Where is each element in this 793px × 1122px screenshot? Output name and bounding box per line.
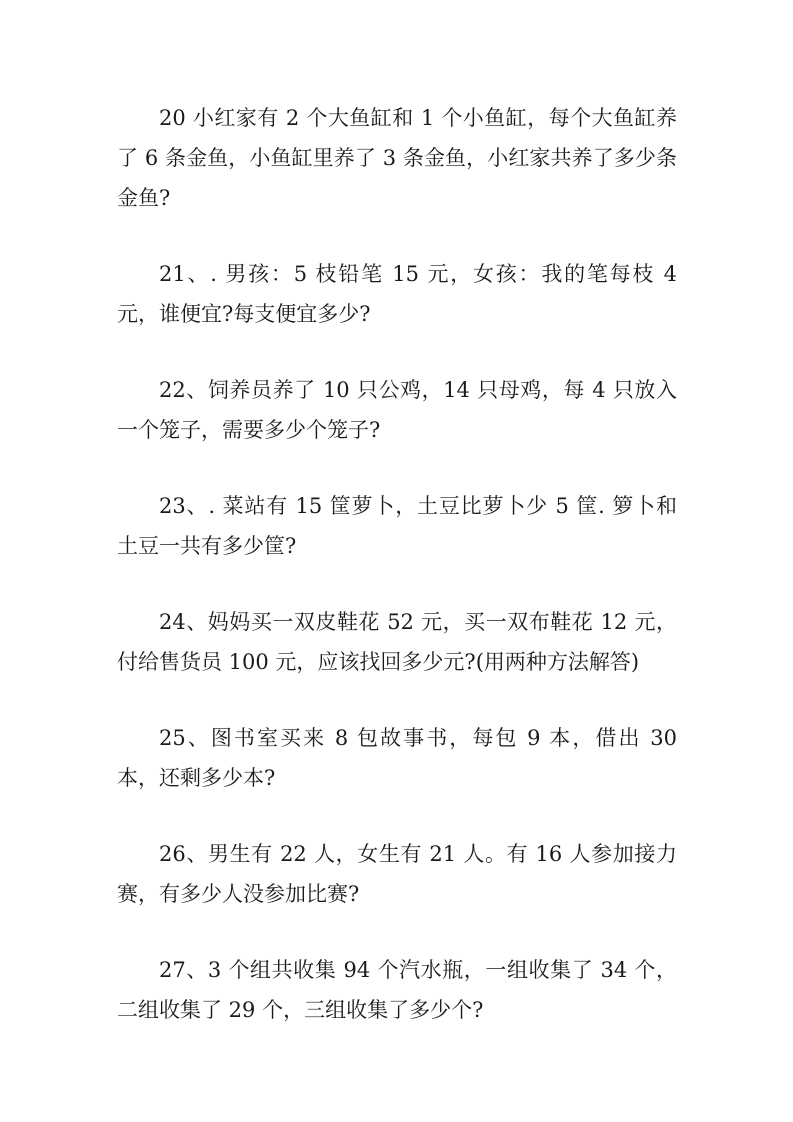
problem-23: 23、. 菜站有 15 筐萝卜，土豆比萝卜少 5 筐. 箩卜和土豆一共有多少筐? <box>117 494 677 558</box>
problem-24: 24、妈妈买一双皮鞋花 52 元，买一双布鞋花 12 元，付给售货员 100 元，应该找回多少元?(用两种方法解答) <box>117 610 677 674</box>
problem-27: 27、3 个组共收集 94 个汽水瓶，一组收集了 34 个，二组收集了 29 个，三组收集了多少个? <box>117 958 677 1022</box>
problem-20: 20 小红家有 2 个大鱼缸和 1 个小鱼缸，每个大鱼缸养了 6 条金鱼，小鱼缸里养了 3 条金鱼，小红家共养了多少条金鱼? <box>117 106 677 210</box>
problem-25: 25、图书室买来 8 包故事书，每包 9 本，借出 30 本，还剩多少本? <box>117 726 677 790</box>
problem-26: 26、男生有 22 人，女生有 21 人。有 16 人参加接力赛，有多少人没参加比赛? <box>117 842 677 906</box>
problem-list <box>117 98 677 1066</box>
problem-21: 21、. 男孩：5 枝铅笔 15 元，女孩：我的笔每枝 4 元，谁便宜?每支便宜多少? <box>117 262 677 326</box>
problem-22: 22、饲养员养了 10 只公鸡，14 只母鸡，每 4 只放入一个笼子，需要多少个笼子? <box>117 378 677 442</box>
